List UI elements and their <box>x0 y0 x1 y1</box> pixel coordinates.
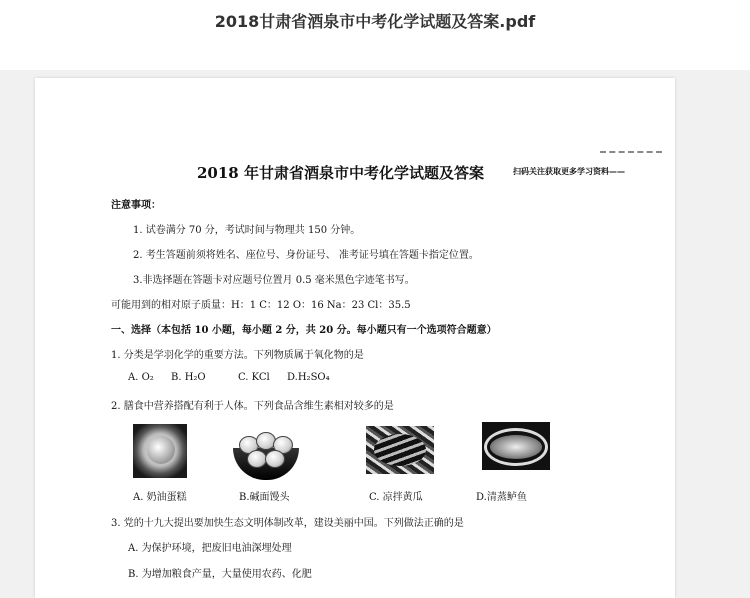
bun <box>265 450 285 468</box>
bun <box>247 450 267 468</box>
question-1-stem: 1. 分类是学羽化学的重要方法。下列物质属于氧化物的是 <box>111 350 364 361</box>
notice-3: 3.非选择题在答题卡对应题号位置月 0.5 毫米黑色字迹笔书写。 <box>133 275 415 286</box>
page-top-mark <box>600 151 662 155</box>
steamed-bun-image <box>231 424 301 482</box>
atomic-masses: 可能用到的相对原子质量：H：1 C：12 O：16 Na：23 Cl：35.5 <box>111 300 411 311</box>
question-1-option-c: C. KCl <box>238 372 270 383</box>
cake-center <box>147 436 175 464</box>
question-1-option-d: D.H₂SO₄ <box>287 372 330 383</box>
scan-note: 扫码关注获取更多学习资料—— <box>513 167 625 176</box>
cucumber-image <box>366 426 434 474</box>
notice-heading: 注意事项： <box>111 200 161 211</box>
fish-image <box>482 422 550 470</box>
fish-body <box>490 435 542 459</box>
question-2-option-d: D.清蒸鲈鱼 <box>476 492 527 503</box>
question-3-option-b: B. 为增加粮食产量，大量使用农药、化肥 <box>128 569 312 580</box>
question-2-option-c: C. 凉拌黄瓜 <box>369 492 423 503</box>
question-1-option-b: B. H₂O <box>171 372 206 383</box>
notice-2: 2. 考生答题前须将姓名、座位号、身份证号、 准考证号填在答题卡指定位置。 <box>133 250 479 261</box>
pdf-page <box>35 78 675 598</box>
document-title: 2018 年甘肃省酒泉市中考化学试题及答案 <box>197 164 484 182</box>
section-heading: 一、选择（本包括 10 小题，每小题 2 分，共 20 分。每小题只有一个选项符合题意） <box>111 325 497 336</box>
file-title: 2018甘肃省酒泉市中考化学试题及答案.pdf <box>214 12 536 31</box>
cake-image <box>133 424 187 478</box>
question-3-stem: 3. 党的十九大提出要加快生态文明体制改革，建设美丽中国。下列做法正确的是 <box>111 518 464 529</box>
viewer-titlebar <box>0 0 750 70</box>
question-2-option-a: A. 奶油蛋糕 <box>133 492 187 503</box>
question-2-option-b: B.碱面馒头 <box>239 492 290 503</box>
question-3-option-a: A. 为保护环境，把废旧电油深埋处理 <box>128 543 292 554</box>
cucumber-plate <box>374 434 426 466</box>
question-2-stem: 2. 膳食中营养搭配有利于人体。下列食品含维生素相对较多的是 <box>111 401 394 412</box>
question-1-option-a: A. O₂ <box>128 372 154 383</box>
notice-1: 1. 试卷满分 70 分，考试时间与物理共 150 分钟。 <box>133 225 361 236</box>
